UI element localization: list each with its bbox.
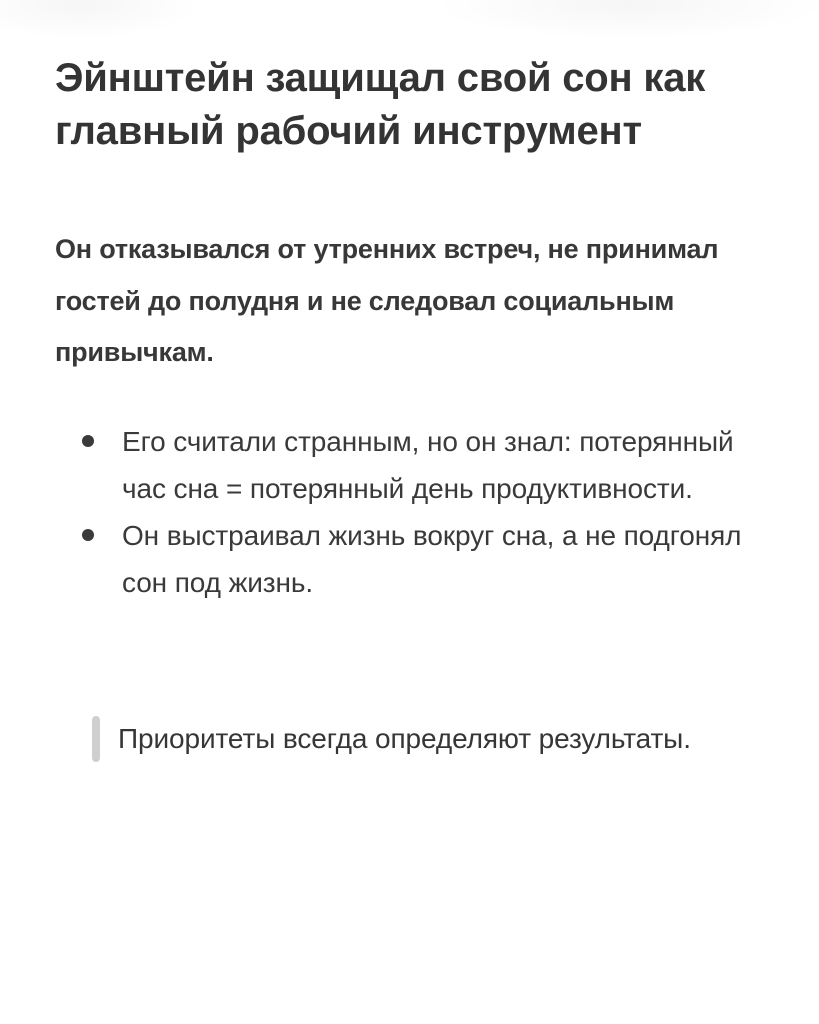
lead-paragraph: Он отказывался от утренних встреч, не принимал гостей до полудня и не следовал социальным привычкам. xyxy=(55,234,719,367)
list-item-text: Его считали странным, но он знал: потерянный час сна = потерянный день продуктивности. xyxy=(122,426,734,504)
article-title: Эйнштейн защищал свой сон как главный рабочий инструмент xyxy=(55,56,706,153)
blockquote xyxy=(92,716,819,762)
bullet-list xyxy=(0,418,819,606)
quote-text: Приоритеты всегда определяют результаты. xyxy=(118,723,691,754)
top-shadow-decoration xyxy=(430,0,819,40)
list-item xyxy=(0,418,742,512)
top-shadow-decoration xyxy=(0,0,200,40)
list-item xyxy=(0,512,742,606)
bullet-dot-icon xyxy=(82,435,94,447)
list-item-text: Он выстраивал жизнь вокруг сна, а не подгонял сон под жизнь. xyxy=(122,520,742,598)
quote-bar-decoration xyxy=(92,716,100,762)
bullet-dot-icon xyxy=(82,529,94,541)
